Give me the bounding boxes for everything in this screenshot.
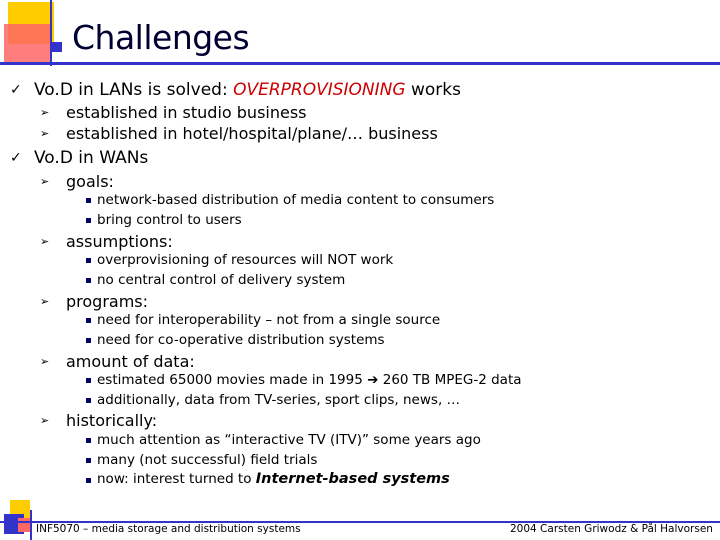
- bullet-goals: goals:: [66, 172, 114, 191]
- bullet-historically: historically:: [66, 411, 158, 430]
- check-icon: ✓: [10, 150, 22, 166]
- square-bullet-icon: [86, 438, 91, 443]
- square-bullet-icon: [86, 378, 91, 383]
- right-arrow-icon: ➔: [367, 372, 379, 388]
- bullet-studio: established in studio business: [66, 103, 307, 122]
- arrow-bullet-icon: ➢: [40, 414, 50, 427]
- deco-pink-square: [4, 24, 50, 64]
- internet-systems-emphasis: Internet-based systems: [255, 471, 450, 487]
- arrow-bullet-icon: ➢: [40, 127, 50, 140]
- deco-footer-vertical: [30, 510, 32, 540]
- deco-blue-line-vertical: [50, 0, 52, 66]
- arrow-bullet-icon: ➢: [40, 295, 50, 308]
- bullet-programs: programs:: [66, 292, 149, 311]
- goal-item: network-based distribution of media content to consumers: [97, 192, 495, 208]
- overprovisioning-emphasis: OVERPROVISIONING: [233, 80, 406, 100]
- slide-title: Challenges: [72, 18, 250, 57]
- bullet-hotel: established in hotel/hospital/plane/… business: [66, 124, 438, 143]
- square-bullet-icon: [86, 318, 91, 323]
- square-bullet-icon: [86, 398, 91, 403]
- square-bullet-icon: [86, 198, 91, 203]
- bullet-amount-of-data: amount of data:: [66, 352, 195, 371]
- data-item-result: 260 TB MPEG-2 data: [378, 372, 522, 388]
- data-item: [97, 372, 522, 388]
- bullet-lan: [34, 80, 461, 100]
- square-bullet-icon: [86, 258, 91, 263]
- bullet-wan: Vo.D in WANs: [34, 148, 149, 168]
- assumption-item: no central control of delivery system: [97, 272, 346, 288]
- data-item-text: estimated 65000 movies made in 1995: [97, 372, 368, 388]
- program-item: need for co-operative distribution systems: [97, 332, 385, 348]
- arrow-bullet-icon: ➢: [40, 106, 50, 119]
- arrow-bullet-icon: ➢: [40, 235, 50, 248]
- bullet-lan-tail: works: [405, 80, 461, 100]
- program-item: need for interoperability – not from a single source: [97, 312, 441, 328]
- footer-course: INF5070 – media storage and distribution systems: [36, 523, 301, 535]
- arrow-bullet-icon: ➢: [40, 175, 50, 188]
- footer-authors: 2004 Carsten Griwodz & Pål Halvorsen: [510, 523, 713, 535]
- deco-blue-square: [52, 42, 62, 52]
- history-item-text: now: interest turned to: [97, 471, 256, 487]
- square-bullet-icon: [86, 278, 91, 283]
- assumption-item: overprovisioning of resources will NOT work: [97, 252, 394, 268]
- goal-item: bring control to users: [97, 212, 242, 228]
- data-item: additionally, data from TV-series, sport clips, news, …: [97, 392, 461, 408]
- arrow-bullet-icon: ➢: [40, 355, 50, 368]
- history-item: much attention as “interactive TV (ITV)” some years ago: [97, 432, 481, 448]
- square-bullet-icon: [86, 478, 91, 483]
- square-bullet-icon: [86, 458, 91, 463]
- history-item: [97, 471, 450, 487]
- history-item: many (not successful) field trials: [97, 452, 318, 468]
- check-icon: ✓: [10, 82, 22, 98]
- square-bullet-icon: [86, 338, 91, 343]
- bullet-lan-text: Vo.D in LANs is solved:: [34, 80, 234, 100]
- square-bullet-icon: [86, 218, 91, 223]
- title-rule: [0, 62, 720, 65]
- bullet-assumptions: assumptions:: [66, 232, 173, 251]
